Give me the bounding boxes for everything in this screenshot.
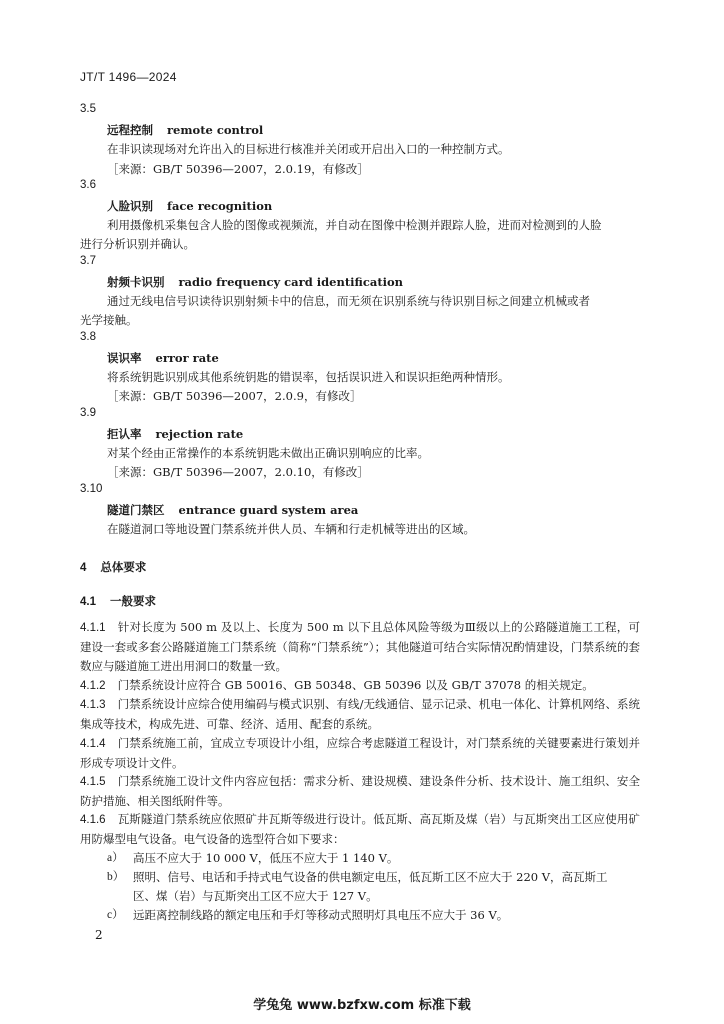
term-number: 3.9 [80,407,96,419]
term-en: entrance guard system area [178,503,359,517]
clause [80,676,640,696]
clause-text: 门禁系统设计应综合使用编码与模式识别、有线/无线通信、显示记录、机电一体化、计算机网络、系统集成等技术，构成先进、可靠、经济、适用、配套的系统。 [80,697,640,731]
term-zh: 射频卡识别 [107,275,165,289]
term-definition-cont: 进行分析识别并确认。 [80,237,195,251]
term-en: error rate [155,351,219,365]
list-text: 远距离控制线路的额定电压和手灯等移动式照明灯具电压不应大于 36 V。 [133,908,509,922]
term-source: ［来源：GB/T 50396—2007，2.0.19，有修改］ [107,162,369,176]
clause-text: 门禁系统设计应符合 GB 50016、GB 50348、GB 50396 以及 GB/T 37078 的相关规定。 [117,678,594,692]
list-label: b） [107,871,125,883]
term-zh: 误识率 [107,351,142,365]
term-definition: 利用摄像机采集包含人脸的图像或视频流，并自动在图像中检测并跟踪人脸，进而对检测到的人脸 [107,218,602,232]
clause-number: 4.1.1 [80,622,106,634]
list-item [107,849,593,868]
list-text: 照明、信号、电话和手持式电气设备的供电额定电压，低瓦斯工区不应大于 220 V，高瓦斯工区、煤（岩）与瓦斯突出工区不应大于 127 V。 [133,870,608,903]
term-title [107,273,403,292]
term-en: face recognition [167,199,273,213]
standard-number-header: JT/T 1496—2024 [80,70,177,84]
page-number: 2 [95,928,103,942]
list-text: 高压不应大于 10 000 V，低压不应大于 1 140 V。 [133,851,399,865]
clause [80,618,640,676]
term-en: rejection rate [155,427,244,441]
term-title [107,349,219,368]
clause [80,772,640,811]
term-title [107,501,358,520]
term-en: remote control [167,123,264,137]
term-definition: 在非识读现场对允许出入的目标进行核准并关闭或开启出入口的一种控制方式。 [107,142,510,156]
term-number: 3.5 [80,103,96,115]
term-title [107,197,272,216]
clause-number: 4.1.6 [80,814,106,826]
clause-text: 针对长度为 500 m 及以上、长度为 500 m 以下且总体风险等级为Ⅲ级以上的公路隧道施工工程，可建设一套或多套公路隧道施工门禁系统（简称“门禁系统”）；其他隧道可结合实际情况酌情建设，门禁系统的套数应与隧道施工进出用洞口的数量一致。 [80,620,640,673]
term-number: 3.8 [80,331,96,343]
subsection-heading [80,592,156,612]
clause-text: 门禁系统施工前，宜成立专项设计小组，应综合考虑隧道工程设计，对门禁系统的关键要素进行策划并形成专项设计文件。 [80,736,640,770]
term-zh: 远程控制 [107,123,153,137]
term-definition: 在隧道洞口等地设置门禁系统并供人员、车辆和行走机械等进出的区域。 [107,522,475,536]
term-zh: 拒认率 [107,427,142,441]
term-zh: 隧道门禁区 [107,503,165,517]
clause-text: 门禁系统施工设计文件内容应包括：需求分析、建设规模、建设条件分析、技术设计、施工组织、安全防护措施、相关图纸附件等。 [80,774,640,808]
term-definition-cont: 光学接触。 [80,313,138,327]
term-source: ［来源：GB/T 50396—2007，2.0.10，有修改］ [107,465,369,479]
clause-number: 4.1.2 [80,680,106,692]
clause-text: 瓦斯隧道门禁系统应依照矿井瓦斯等级进行设计。低瓦斯、高瓦斯及煤（岩）与瓦斯突出工区应使用矿用防爆型电气设备。电气设备的选型符合如下要求： [80,812,640,846]
term-number: 3.10 [80,483,103,495]
list-label: c） [107,909,124,921]
footer-watermark: 学兔兔 www.bzfxw.com 标准下载 [253,998,471,1013]
subsection-title: 一般要求 [110,594,156,608]
clause-number: 4.1.5 [80,776,106,788]
section-heading [80,558,146,578]
list-item [107,868,628,906]
clause-number: 4.1.3 [80,699,106,711]
list-item [107,906,593,925]
clause [80,734,640,773]
clause-number: 4.1.4 [80,738,106,750]
term-number: 3.7 [80,255,96,267]
term-title [107,121,263,140]
term-title [107,425,243,444]
clause [80,695,640,734]
section-title: 总体要求 [100,560,147,574]
term-number: 3.6 [80,179,96,191]
term-definition: 对某个经由正常操作的本系统钥匙未做出正确识别响应的比率。 [107,446,429,460]
term-definition: 将系统钥匙识别成其他系统钥匙的错误率，包括误识进入和误识拒绝两种情形。 [107,370,510,384]
section-number: 4 [80,562,87,574]
term-zh: 人脸识别 [107,199,153,213]
term-definition: 通过无线电信号识读待识别射频卡中的信息，而无须在识别系统与待识别目标之间建立机械或者 [107,294,590,308]
subsection-number: 4.1 [80,596,96,608]
clause [80,810,640,849]
term-en: radio frequency card identification [178,275,404,289]
list-label: a） [107,852,124,864]
term-source: ［来源：GB/T 50396—2007，2.0.9，有修改］ [107,389,362,403]
